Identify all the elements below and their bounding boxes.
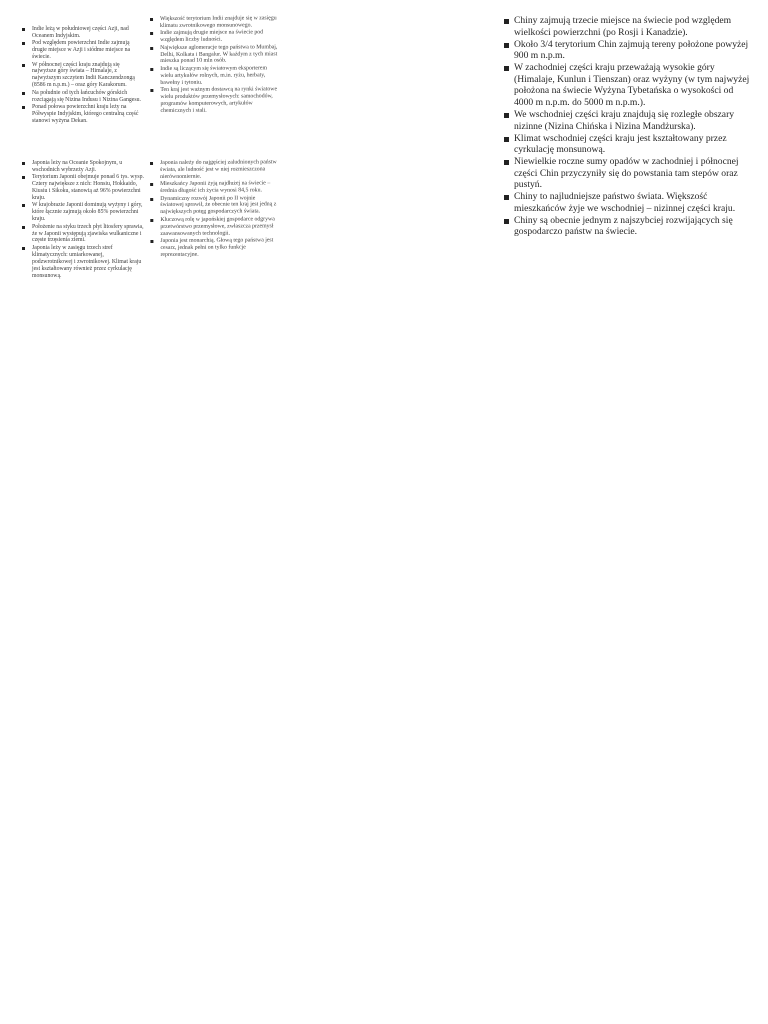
list-item: Położenie na styku trzech płyt litosfery sprawia, że w Japonii występują zjawiska wulkaniczne i częste trzęsienia ziemi. <box>22 224 144 245</box>
list-item: Chiny są obecnie jednym z najszybciej rozwijających się gospodarczo państw na świecie. <box>504 215 754 238</box>
list-item: Japonia jest monarchią. Głową tego państwa jest cesarz, jednak pełni on tylko funkcje reprezentacyjne. <box>150 237 278 258</box>
list-item: Chiny to najludniejsze państwo świata. Większość mieszkańców żyje we wschodniej – nizinnej części kraju. <box>504 191 754 214</box>
list-item: Indie są liczącym się światowym eksporterem wielu artykułów rolnych, m.in. ryżu, herbaty, bawełny i tytoniu. <box>150 65 278 86</box>
japan-summary-list <box>22 160 144 280</box>
list-item: Japonia należy do najgęściej zaludnionych państw świata, ale ludność jest w niej rozmieszczona nierównomiernie. <box>150 159 278 180</box>
list-item: Dynamiczny rozwój Japonii po II wojnie światowej sprawił, że obecnie ten kraj jest jedną z największych potęg gospodarczych świata. <box>150 195 278 216</box>
list-item: Indie leżą w południowej części Azji, nad Oceanem Indyjskim. <box>22 26 144 40</box>
list-item: Największe aglomeracje tego państwa to Mumbaj, Delhi, Kolkata i Bangalur. W każdym z tych miast mieszka ponad 10 mln osób. <box>150 44 278 65</box>
india-summary-list <box>22 26 144 125</box>
list-item: Mieszkańcy Japonii żyją najdłużej na świecie – średnia długość ich życia wynosi 84,5 roku. <box>150 181 278 195</box>
list-item: Ten kraj jest ważnym dostawcą na rynki światowe wielu produktów przemysłowych: samochodów, programów komputerowych, artykułów chemicznych i stali. <box>150 86 278 114</box>
china-summary-list <box>504 15 754 238</box>
list-item: Ponad połowa powierzchni kraju leży na Półwyspie Indyjskim, którego centralną część stanowi wyżyna Dekan. <box>22 104 144 125</box>
japan-summary-list-continued <box>150 159 279 259</box>
list-item: Niewielkie roczne sumy opadów w zachodniej i północnej części Chin przyczyniły się do powstania tam stepów oraz pustyń. <box>504 156 754 191</box>
list-item: Chiny zajmują trzecie miejsce na świecie pod względem wielkości powierzchni (po Rosji i Kanadzie). <box>504 15 754 38</box>
list-item: We wschodniej części kraju znajdują się rozległe obszary nizinne (Nizina Chińska i Nizina Mandżurska). <box>504 109 754 132</box>
list-item: Terytorium Japonii obejmuje ponad 6 tys. wysp. Cztery największe z nich: Honsiu, Hokkaido, Kiusiu i Sikoku, stanowią aż 96% powierzchni kraju. <box>22 174 144 202</box>
list-item: Klimat wschodniej części kraju jest kształtowany przez cyrkulację monsunową. <box>504 133 754 156</box>
list-item: Większość terytorium Indii znajduje się w zasięgu klimatu zwrotnikowego monsunowego. <box>150 15 278 29</box>
list-item: Kluczową rolę w japońskiej gospodarce odgrywa przetwórstwo przemysłowe, zwłaszcza przemysł zaawansowanych technologii. <box>150 216 278 237</box>
list-item: W zachodniej części kraju przeważają wysokie góry (Himalaje, Kunlun i Tienszan) oraz wyżyny (w tym najwyżej położona na świecie Wyżyna Tybetańska o wysokości od 4000 m n.p.m. do 5000 m n.p.m.). <box>504 62 754 108</box>
list-item: W krajobrazie Japonii dominują wyżyny i góry, które łącznie zajmują około 85% powierzchni kraju. <box>22 202 144 223</box>
india-summary-list-continued <box>150 15 279 115</box>
list-item: Japonia leży na Oceanie Spokojnym, u wschodnich wybrzeży Azji. <box>22 160 144 174</box>
list-item: Pod względem powierzchni Indie zajmują drugie miejsce w Azji i siódme miejsce na świecie. <box>22 40 144 61</box>
list-item: Indie zajmują drugie miejsce na świecie pod względem liczby ludności. <box>150 30 278 44</box>
list-item: Na południe od tych łańcuchów górskich rozciągają się Nizina Indusu i Nizina Gangesu. <box>22 90 144 104</box>
list-item: Około 3/4 terytorium Chin zajmują tereny położone powyżej 900 m n.p.m. <box>504 39 754 62</box>
list-item: Japonia leży w zasięgu trzech stref klimatycznych: umiarkowanej, podzwrotnikowej i zwrotnikowej. Klimat kraju jest kształtowany również przez cyrkulację monsunową. <box>22 245 144 280</box>
list-item: W północnej części kraju znajdują się najwyższe góry świata – Himalaje, z najwyższym szczytem Indii Kanczendzongą (8586 m n.p.m.) – oraz góry Karakorum. <box>22 62 144 90</box>
